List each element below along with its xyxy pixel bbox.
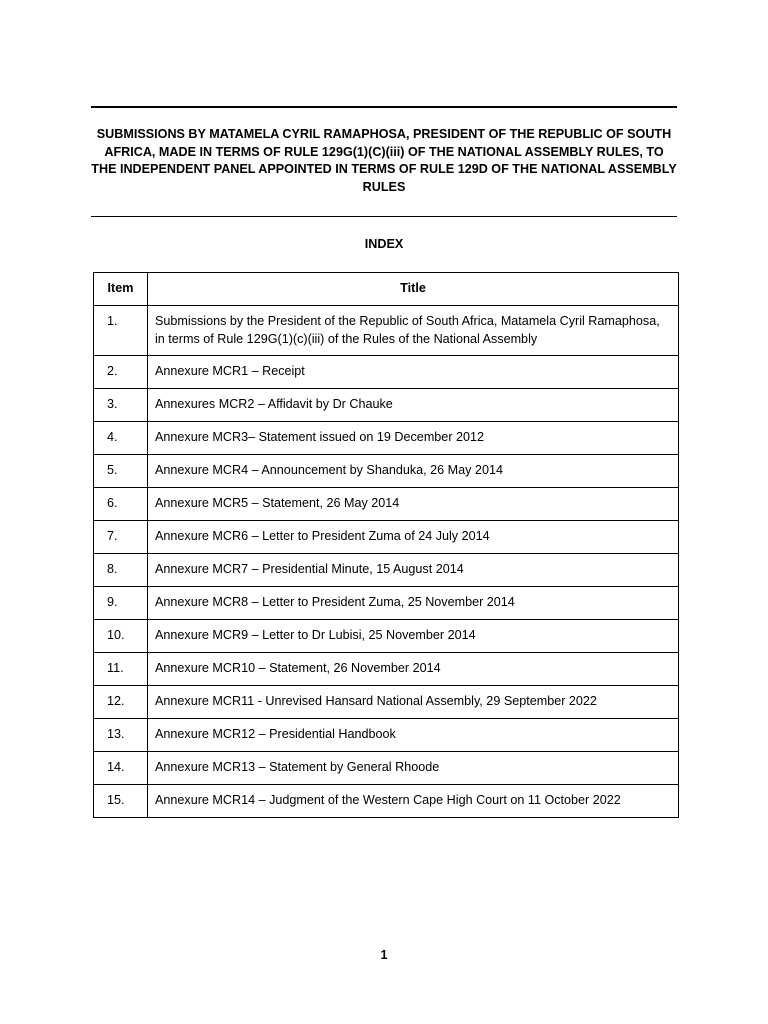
index-table-body bbox=[94, 306, 679, 818]
row-item-number: 15. bbox=[94, 785, 148, 818]
table-row bbox=[94, 422, 679, 455]
row-title: Annexure MCR7 – Presidential Minute, 15 August 2014 bbox=[148, 554, 679, 587]
row-item-number: 11. bbox=[94, 653, 148, 686]
table-row bbox=[94, 620, 679, 653]
table-row bbox=[94, 686, 679, 719]
row-title: Annexure MCR12 – Presidential Handbook bbox=[148, 719, 679, 752]
row-title: Annexure MCR9 – Letter to Dr Lubisi, 25 November 2014 bbox=[148, 620, 679, 653]
bottom-divider bbox=[91, 216, 677, 217]
row-title: Annexure MCR6 – Letter to President Zuma of 24 July 2014 bbox=[148, 521, 679, 554]
row-item-number: 7. bbox=[94, 521, 148, 554]
table-row bbox=[94, 455, 679, 488]
row-item-number: 14. bbox=[94, 752, 148, 785]
table-row bbox=[94, 587, 679, 620]
row-item-number: 2. bbox=[94, 356, 148, 389]
row-title: Annexure MCR3– Statement issued on 19 December 2012 bbox=[148, 422, 679, 455]
table-row bbox=[94, 719, 679, 752]
table-row bbox=[94, 521, 679, 554]
row-title: Annexure MCR4 – Announcement by Shanduka, 26 May 2014 bbox=[148, 455, 679, 488]
page-number: 1 bbox=[380, 948, 388, 962]
table-row bbox=[94, 752, 679, 785]
row-item-number: 9. bbox=[94, 587, 148, 620]
row-item-number: 1. bbox=[94, 306, 148, 356]
index-title: INDEX bbox=[364, 237, 404, 251]
top-divider bbox=[91, 106, 677, 108]
row-item-number: 4. bbox=[94, 422, 148, 455]
row-title: Annexure MCR5 – Statement, 26 May 2014 bbox=[148, 488, 679, 521]
row-item-number: 8. bbox=[94, 554, 148, 587]
table-header-row bbox=[94, 273, 679, 306]
table-row bbox=[94, 356, 679, 389]
table-row bbox=[94, 653, 679, 686]
row-item-number: 12. bbox=[94, 686, 148, 719]
table-row bbox=[94, 785, 679, 818]
row-title: Submissions by the President of the Republic of South Africa, Matamela Cyril Ramaphosa, in terms of Rule 129G(1)(c)(iii) of the Rules of the National Assembly bbox=[148, 306, 679, 356]
row-item-number: 3. bbox=[94, 389, 148, 422]
header-title: Title bbox=[148, 273, 679, 306]
table-row bbox=[94, 488, 679, 521]
row-title: Annexure MCR13 – Statement by General Rhoode bbox=[148, 752, 679, 785]
row-item-number: 10. bbox=[94, 620, 148, 653]
row-item-number: 13. bbox=[94, 719, 148, 752]
table-row bbox=[94, 306, 679, 356]
index-table bbox=[93, 272, 679, 818]
table-row bbox=[94, 554, 679, 587]
document-heading: SUBMISSIONS BY MATAMELA CYRIL RAMAPHOSA, PRESIDENT OF THE REPUBLIC OF SOUTH AFRICA, MADE IN TERMS OF RULE 129G(1)(C)(iii) OF THE NATIONAL ASSEMBLY RULES, TO THE INDEPENDENT PANEL APPOINTED IN TERMS OF RULE 129D OF THE NATIONAL ASSEMBLY RULES bbox=[91, 127, 677, 194]
row-item-number: 6. bbox=[94, 488, 148, 521]
row-title: Annexure MCR14 – Judgment of the Western Cape High Court on 11 October 2022 bbox=[148, 785, 679, 818]
row-title: Annexure MCR11 - Unrevised Hansard National Assembly, 29 September 2022 bbox=[148, 686, 679, 719]
header-item: Item bbox=[94, 273, 148, 306]
row-item-number: 5. bbox=[94, 455, 148, 488]
row-title: Annexure MCR8 – Letter to President Zuma, 25 November 2014 bbox=[148, 587, 679, 620]
row-title: Annexure MCR1 – Receipt bbox=[148, 356, 679, 389]
row-title: Annexures MCR2 – Affidavit by Dr Chauke bbox=[148, 389, 679, 422]
row-title: Annexure MCR10 – Statement, 26 November 2014 bbox=[148, 653, 679, 686]
table-row bbox=[94, 389, 679, 422]
